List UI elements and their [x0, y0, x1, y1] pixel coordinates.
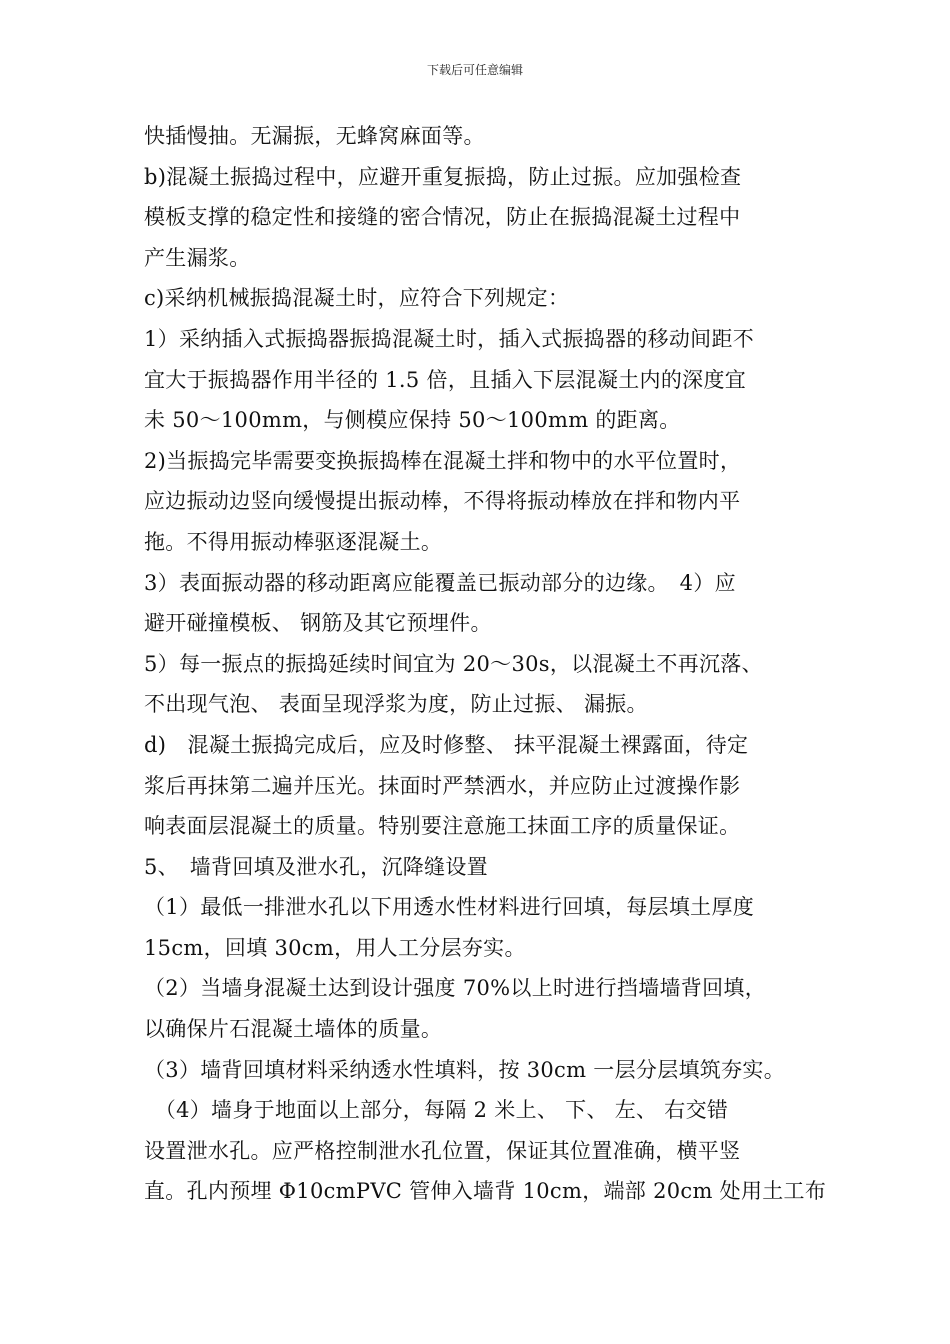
text-line: 快插慢抽。无漏振，无蜂窝麻面等。 — [144, 124, 485, 148]
text-line: 未 50～100mm，与侧模应保持 50～100mm 的距离。 — [144, 408, 681, 433]
text-line: d) 混凝土振捣完成后，应及时修整、 抹平混凝土裸露面，待定 — [144, 732, 749, 757]
text-line: （1）最低一排泄水孔以下用透水性材料进行回填，每层填土厚度 — [144, 895, 755, 920]
text-line: 应边振动边竖向缓慢提出振动棒，不得将振动棒放在拌和物内平 — [144, 489, 741, 514]
text-line: 响表面层混凝土的质量。特别要注意施工抹面工序的质量保证。 — [144, 814, 741, 839]
text-line: 避开碰撞模板、 钢筋及其它预埋件。 — [144, 611, 492, 636]
body-text — [144, 116, 827, 1212]
text-line: 宜大于振捣器作用半径的 1.5 倍，且插入下层混凝土内的深度宜 — [144, 367, 747, 392]
text-line: 15cm，回填 30cm，用人工分层夯实。 — [144, 935, 526, 960]
text-line: （2）当墙身混凝土达到设计强度 70%以上时进行挡墙墙背回填， — [144, 976, 767, 1001]
text-line: （4）墙身于地面以上部分，每隔 2 米上、 下、 左、 右交错 — [144, 1098, 729, 1123]
text-line: 直。孔内预埋 Φ10cmPVC 管伸入墙背 10cm，端部 20cm 处用土工布 — [144, 1179, 827, 1204]
page-header: 下载后可任意编辑 — [426, 63, 523, 77]
text-line: b)混凝土振捣过程中，应避开重复振捣，防止过振。应加强检查 — [144, 164, 742, 189]
text-line: 以确保片石混凝土墙体的质量。 — [144, 1017, 443, 1042]
text-line: 2)当振捣完毕需要变换振捣棒在混凝土拌和物中的水平位置时， — [144, 448, 742, 473]
text-line: 设置泄水孔。应严格控制泄水孔位置，保证其位置准确，横平竖 — [144, 1138, 741, 1163]
text-line: 产生漏浆。 — [144, 245, 251, 270]
text-line: （3）墙背回填材料采纳透水性填料，按 30cm 一层分层填筑夯实。 — [144, 1057, 786, 1082]
text-line: 浆后再抹第二遍并压光。抹面时严禁洒水，并应防止过渡操作影 — [144, 773, 741, 798]
text-line: 3）表面振动器的移动距离应能覆盖已振动部分的边缘。 4）应 — [144, 570, 736, 595]
text-line: 5）每一振点的振捣延续时间宜为 20～30s，以混凝土不再沉落、 — [144, 651, 763, 676]
section-heading: 5、 墙背回填及泄水孔，沉降缝设置 — [144, 854, 488, 879]
text-line: 1）采纳插入式振捣器振捣混凝土时，插入式振捣器的移动间距不 — [144, 326, 755, 351]
text-line: 拖。不得用振动棒驱逐混凝土。 — [144, 529, 443, 554]
text-line: c)采纳机械振捣混凝土时，应符合下列规定： — [144, 286, 570, 311]
text-line: 不出现气泡、 表面呈现浮浆为度，防止过振、 漏振。 — [144, 692, 648, 717]
text-line: 模板支撑的稳定性和接缝的密合情况，防止在振捣混凝土过程中 — [144, 205, 741, 230]
